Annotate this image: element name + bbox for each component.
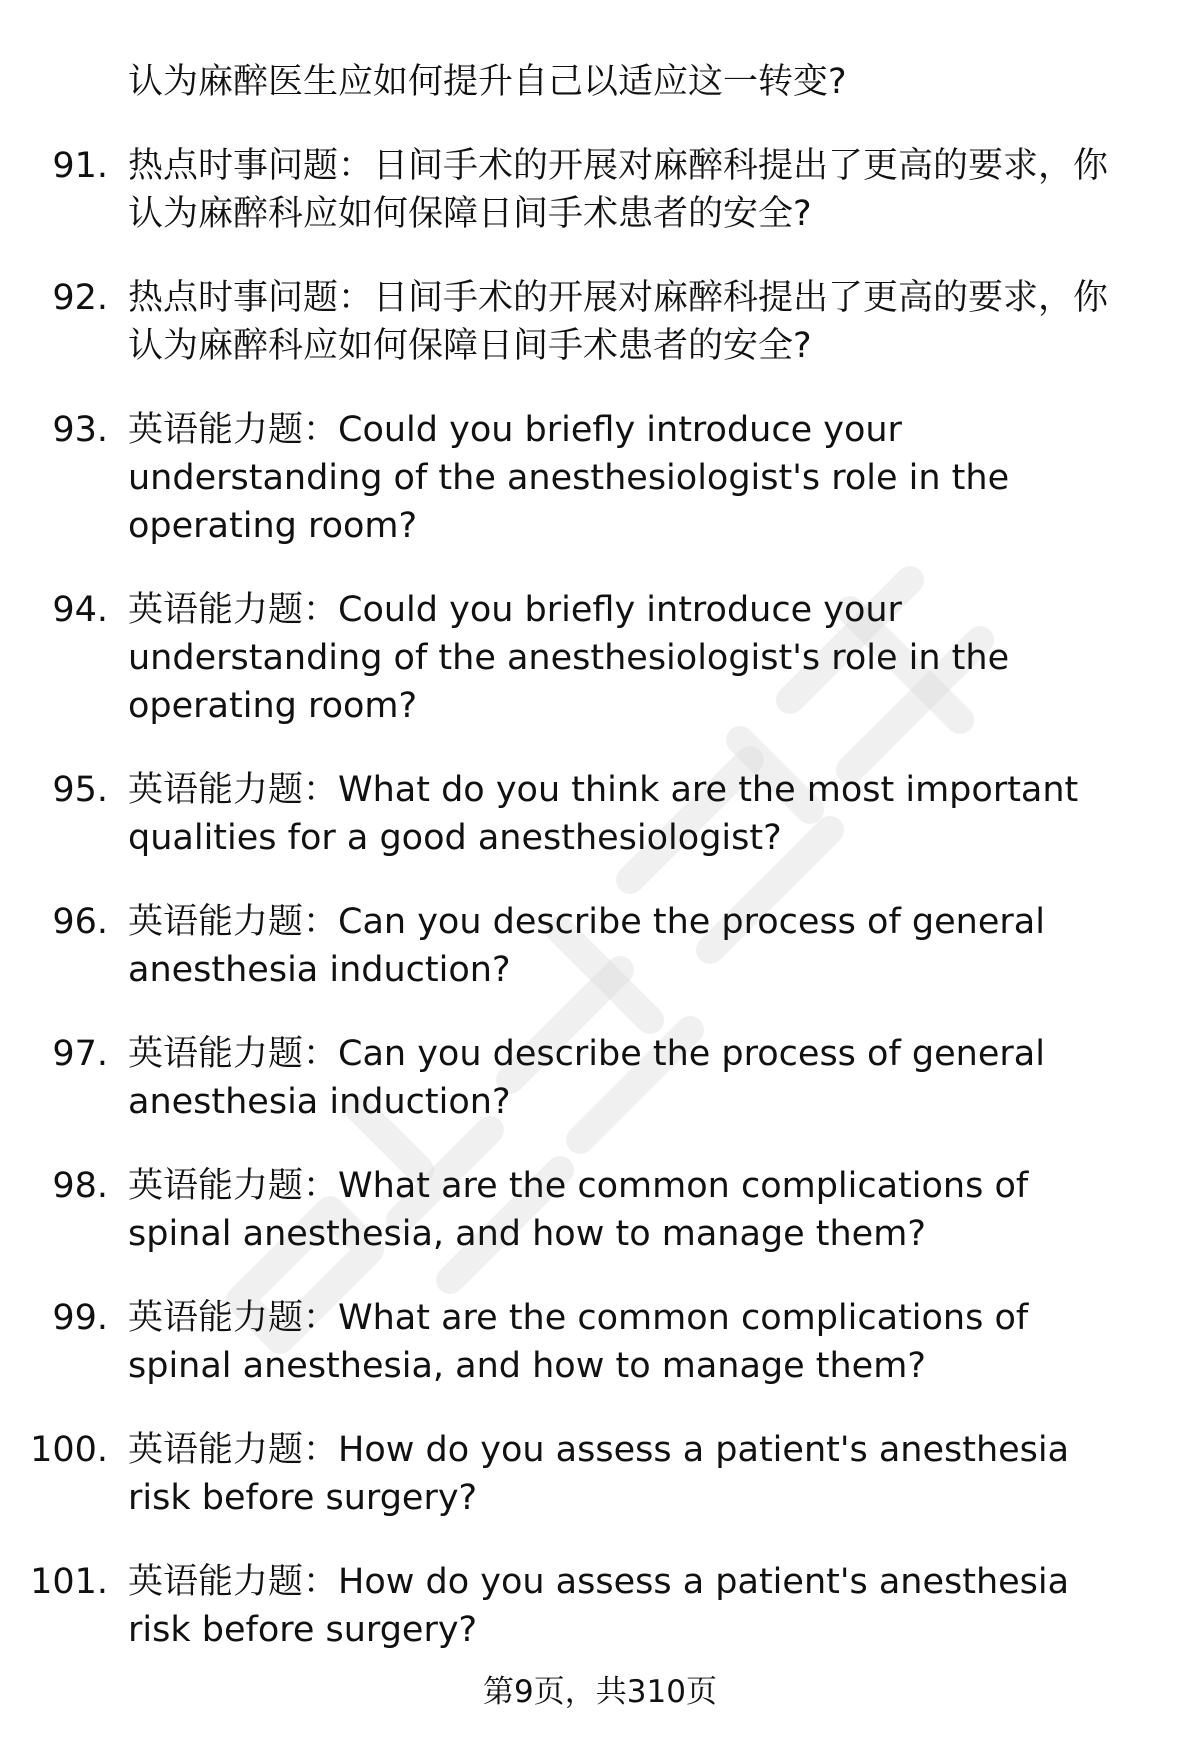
page-footer: [0, 1670, 1200, 1714]
question-number: 93.: [52, 410, 108, 450]
document-content: [0, 58, 1200, 1690]
question-text: 英语能力题：Could you briefly introduce your understanding of the anesthesiologist's role in the operating room?: [128, 590, 1010, 726]
question-text: 英语能力题：What are the common complications of spinal anesthesia, and how to manage them?: [128, 1166, 1029, 1254]
question-item-94: [0, 586, 1200, 730]
question-item-93: [0, 406, 1200, 550]
question-item-92: [0, 274, 1200, 370]
page-number-label: 第9页，共310页: [483, 1674, 717, 1710]
question-text: 英语能力题：Can you describe the process of general anesthesia induction?: [128, 902, 1045, 990]
question-item-91: [0, 142, 1200, 238]
question-number: 98.: [52, 1166, 108, 1206]
question-item-97: [0, 1030, 1200, 1126]
question-number: 95.: [52, 770, 108, 810]
question-text: 英语能力题：Can you describe the process of general anesthesia induction?: [128, 1034, 1045, 1122]
question-number: 101.: [30, 1562, 108, 1602]
question-text: 英语能力题：What do you think are the most important qualities for a good anesthesiologist?: [128, 770, 1079, 858]
question-item-95: [0, 766, 1200, 862]
question-text: 英语能力题：Could you briefly introduce your understanding of the anesthesiologist's role in the operating room?: [128, 410, 1010, 546]
question-number: 97.: [52, 1034, 108, 1074]
question-number: 91.: [52, 146, 108, 186]
question-number: 96.: [52, 902, 108, 942]
question-text: 英语能力题：How do you assess a patient's anesthesia risk before surgery?: [128, 1562, 1070, 1650]
question-item-101: [0, 1558, 1200, 1654]
question-list: [0, 142, 1200, 1654]
question-number: 92.: [52, 278, 108, 318]
question-text: 热点时事问题：日间手术的开展对麻醉科提出了更高的要求，你认为麻醉科应如何保障日间手术患者的安全?: [128, 278, 1109, 366]
question-number: 100.: [30, 1430, 108, 1470]
question-item-98: [0, 1162, 1200, 1258]
question-text: 英语能力题：How do you assess a patient's anesthesia risk before surgery?: [128, 1430, 1070, 1518]
question-item-96: [0, 898, 1200, 994]
question-text: 英语能力题：What are the common complications of spinal anesthesia, and how to manage them?: [128, 1298, 1029, 1386]
question-item-99: [0, 1294, 1200, 1390]
question-text: 热点时事问题：日间手术的开展对麻醉科提出了更高的要求，你认为麻醉科应如何保障日间手术患者的安全?: [128, 146, 1109, 234]
continuation-text: 认为麻醉医生应如何提升自己以适应这一转变?: [128, 62, 847, 102]
question-item-100: [0, 1426, 1200, 1522]
question-number: 99.: [52, 1298, 108, 1338]
question-number: 94.: [52, 590, 108, 630]
